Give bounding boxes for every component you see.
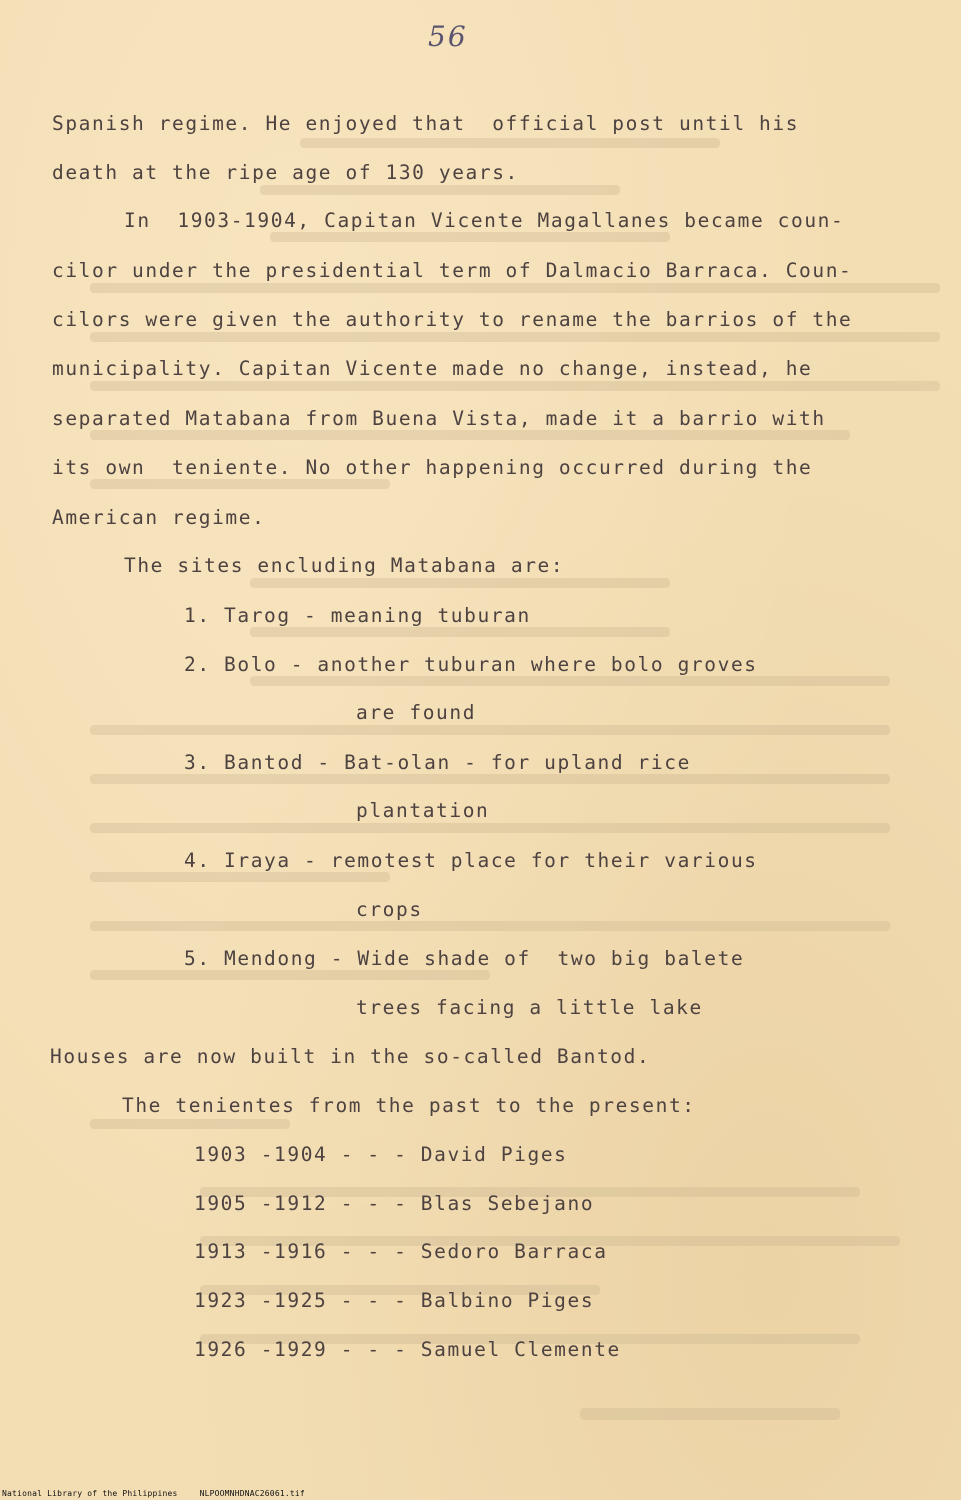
list-item-continuation: crops bbox=[356, 898, 423, 921]
list-item-continuation: trees facing a little lake bbox=[356, 996, 703, 1019]
text-line: American regime. bbox=[52, 506, 266, 529]
text-line: separated Matabana from Buena Vista, made it a barrio with bbox=[52, 407, 826, 430]
teniente-entry: 1913 -1916 - - - Sedoro Barraca bbox=[194, 1240, 608, 1263]
text-line: cilor under the presidential term of Dalmacio Barraca. Coun- bbox=[52, 259, 853, 282]
list-item: 3. Bantod - Bat-olan - for upland rice bbox=[184, 751, 691, 774]
list-item: 2. Bolo - another tuburan where bolo groves bbox=[184, 653, 758, 676]
text-line: cilors were given the authority to rename the barrios of the bbox=[52, 308, 853, 331]
list-item-continuation: plantation bbox=[356, 799, 490, 822]
list-item: 4. Iraya - remotest place for their various bbox=[184, 849, 758, 872]
list-item: 1. Tarog - meaning tuburan bbox=[184, 604, 531, 627]
list-item-continuation: are found bbox=[356, 701, 477, 724]
text-line: municipality. Capitan Vicente made no change, instead, he bbox=[52, 357, 813, 380]
scan-footer bbox=[2, 1489, 327, 1498]
text-line: its own teniente. No other happening occurred during the bbox=[52, 456, 813, 479]
teniente-entry: 1926 -1929 - - - Samuel Clemente bbox=[194, 1338, 621, 1361]
list-item: 5. Mendong - Wide shade of two big balete bbox=[184, 947, 745, 970]
tenientes-intro: The tenientes from the past to the present: bbox=[122, 1094, 696, 1117]
text-line: Houses are now built in the so-called Bantod. bbox=[50, 1045, 651, 1068]
text-line: In 1903-1904, Capitan Vicente Magallanes became coun- bbox=[124, 209, 845, 232]
teniente-entry: 1905 -1912 - - - Blas Sebejano bbox=[194, 1192, 595, 1215]
footer-library: National Library of the Philippines bbox=[2, 1489, 178, 1498]
sites-intro: The sites encluding Matabana are: bbox=[124, 554, 565, 577]
teniente-entry: 1923 -1925 - - - Balbino Piges bbox=[194, 1289, 595, 1312]
text-line: Spanish regime. He enjoyed that official post until his bbox=[52, 112, 800, 135]
text-line: death at the ripe age of 130 years. bbox=[52, 161, 519, 184]
page-number: 56 bbox=[428, 20, 468, 53]
teniente-entry: 1903 -1904 - - - David Piges bbox=[194, 1143, 568, 1166]
footer-file: NLPOOMNHDNAC26061.tif bbox=[199, 1489, 305, 1498]
